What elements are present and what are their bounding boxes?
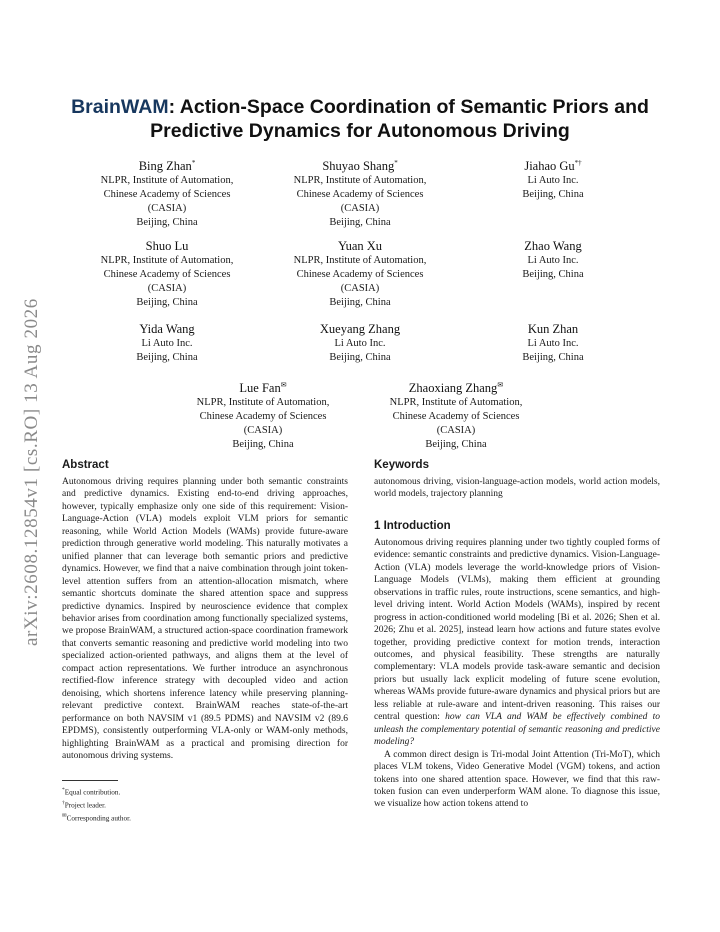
author-affil-line: Chinese Academy of Sciences [199, 411, 327, 423]
author-affil-line: Beijing, China [232, 439, 294, 451]
author-affil-line: NLPR, Institute of Automation, [100, 255, 234, 266]
footnote [62, 785, 348, 798]
footnote-text: Project leader. [64, 801, 106, 810]
intro-p1-text: Autonomous driving requires planning under two tightly coupled forms of evidence: semantic constraints and predictive dynamics. Vision-Language-Action (VLA) models leverage the world-knowledge priors of Vision-Language Models (VLMs), making them efficient at grounding observations in traffic rules, route instructions, scene semantics, and high-level driving intent. World Action Models (WAMs), inspired by recent progress in action-conditioned world modeling [Bi et al. 2026; Shen et al. 2026; Zhu et al. 2025], instead learn how actions and future states evolve together, providing predictive context for motion trends, interaction outcomes, and physical feasibility. These strengths are naturally complementary: VLA models provide task-aware semantic and decision priors but usually lack explicit modeling of future scene evolution, whereas WAMs provide future-aware dynamics and physical priors but are less reliable at rule-aware and intent-driven reasoning. This raises our central question: [374, 537, 660, 723]
author-affil-line: (CASIA) [147, 203, 187, 215]
author-affil-line: Li Auto Inc. [527, 255, 579, 266]
author-affil-line: Beijing, China [425, 439, 487, 451]
author-block [77, 238, 257, 310]
author-affil-line: NLPR, Institute of Automation, [100, 175, 234, 187]
author-affil-line: Li Auto Inc. [527, 175, 579, 187]
footnote [62, 798, 348, 811]
author-affil-line: Chinese Academy of Sciences [103, 189, 231, 201]
author-block [463, 238, 643, 282]
intro-central-question: how can VLA and WAM be effectively combined to unleash the complementary potential of semantic reasoning and predictive modeling? [374, 712, 660, 748]
author-name: Lue Fan [239, 381, 281, 396]
author-affil-line: NLPR, Institute of Automation, [196, 397, 330, 409]
intro-paragraph-1 [374, 537, 660, 749]
author-name: Jiahao Gu [524, 159, 575, 174]
author-affil-line: Beijing, China [136, 217, 198, 229]
author-affil-line: NLPR, Institute of Automation, [293, 255, 427, 266]
author-affil-line: Beijing, China [329, 297, 391, 308]
arxiv-identifier: arXiv:2608.12854v1 [cs.RO] 13 Aug 2026 [21, 298, 42, 646]
author-affil-line: Beijing, China [136, 352, 198, 363]
right-column [374, 458, 660, 811]
author-affil-line: (CASIA) [147, 283, 187, 294]
author-name: Kun Zhan [527, 322, 579, 336]
left-column [62, 458, 348, 823]
author-mark: * [191, 159, 196, 167]
title-brand: BrainWAM [71, 96, 169, 118]
intro-paragraph-2: A common direct design is Tri-modal Joint Attention (Tri-MoT), which places VLM tokens, Video Generative Model (VGM) tokens, and action tokens into one shared attention space. However, we find that this raw-token fusion can even underperform WAM alone. To diagnose this issue, we visualize how action tokens attend to [374, 749, 660, 810]
author-affil-line: NLPR, Institute of Automation, [293, 175, 427, 187]
footnote-mark: * [62, 787, 65, 794]
paper-title [60, 95, 660, 143]
author-affil-line: Beijing, China [136, 297, 198, 308]
author-name: Yuan Xu [337, 239, 383, 253]
author-block [173, 377, 353, 452]
author-block [77, 321, 257, 365]
footnote-text: Corresponding author. [66, 814, 131, 822]
author-affil-line: Beijing, China [522, 189, 584, 201]
abstract-heading: Abstract [62, 459, 109, 471]
author-affil-line: Chinese Academy of Sciences [296, 189, 424, 201]
author-affil-line: Li Auto Inc. [527, 338, 579, 349]
author-block [463, 155, 643, 202]
author-affil-line: Chinese Academy of Sciences [103, 269, 231, 280]
footnote-text: Equal contribution. [64, 788, 121, 797]
author-block [270, 155, 450, 230]
author-affil-line: Beijing, China [522, 269, 584, 280]
keywords-text: autonomous driving, vision-language-action models, world action models, world models, trajectory planning [374, 477, 660, 500]
author-affil-line: Chinese Academy of Sciences [296, 269, 424, 280]
author-affil-line: (CASIA) [340, 283, 380, 294]
introduction-heading: 1 Introduction [374, 519, 451, 532]
footnote-mark: † [62, 800, 65, 807]
author-affil-line: (CASIA) [436, 425, 476, 437]
footnote-mark: ✉ [62, 812, 67, 819]
author-block [270, 321, 450, 365]
author-affil-line: Beijing, China [329, 352, 391, 363]
footnote [62, 811, 348, 824]
author-affil-line: Chinese Academy of Sciences [392, 411, 520, 423]
author-affil-line: (CASIA) [340, 203, 380, 215]
author-block [463, 321, 643, 365]
author-name: Yida Wang [139, 322, 195, 336]
title-line2: Predictive Dynamics for Autonomous Driving [150, 120, 570, 142]
author-name: Shuo Lu [145, 239, 189, 253]
introduction-body [374, 537, 660, 811]
abstract-text: Autonomous driving requires planning under both semantic constraints and predictive dynamics. Existing end-to-end driving approaches, however, typically emphasize only one side of this requirement: Vision-Language-Action (VLA) models exploit VLM priors for semantic reasoning, while World Action Models (WAMs) provide future-aware prediction through generative world modeling. This naturally motivates a unified planner that can leverage both semantic priors and predictive dynamics. However, we find that a naive combination through joint token-level attention suffers from an attention-allocation mismatch, where semantic shortcuts dominate the shared attention space and suppress predictive dynamics. Inspired by neuroscience evidence that complex behavior arises from coordination among functionally specialized systems, we propose BrainWAM, a structured action-space coordination framework that converts semantic reasoning and predictive world modeling into two specialized action-oriented pathways, and aligns them at the level of compact action representations. We further introduce an asynchronous rectified-flow inference strategy with decoupled video and action denoising, which shortens inference latency while preserving planning-relevant predictive context. BrainWAM reaches state-of-the-art performance on both NAVSIM v1 (89.5 PDMS) and NAVSIM v2 (89.6 EPDMS), consistently outperforming VLA-only or WAM-only methods, highlighting BrainWAM as a practical and promising direction for autonomous driving systems. [62, 477, 348, 761]
author-block [270, 238, 450, 310]
author-name: Xueyang Zhang [319, 322, 401, 336]
author-name: Zhaoxiang Zhang [408, 381, 498, 396]
author-affil-line: Li Auto Inc. [334, 338, 386, 349]
author-affil-line: NLPR, Institute of Automation, [389, 397, 523, 409]
author-block [366, 377, 546, 452]
author-affil-line: Li Auto Inc. [141, 338, 193, 349]
author-mark: ✉ [280, 381, 287, 389]
footnote-rule [62, 780, 118, 781]
author-affil-line: (CASIA) [243, 425, 283, 437]
title-line1: : Action-Space Coordination of Semantic Priors and [168, 96, 649, 118]
author-name: Zhao Wang [524, 239, 582, 253]
author-mark: ✉ [497, 381, 504, 389]
author-mark: *† [574, 159, 582, 167]
author-mark: * [394, 159, 398, 167]
author-name: Shuyao Shang [322, 159, 395, 174]
author-affil-line: Beijing, China [329, 217, 391, 229]
author-name: Bing Zhan [138, 159, 192, 174]
author-block [77, 155, 257, 230]
keywords-heading: Keywords [374, 459, 429, 471]
author-affil-line: Beijing, China [522, 352, 584, 363]
